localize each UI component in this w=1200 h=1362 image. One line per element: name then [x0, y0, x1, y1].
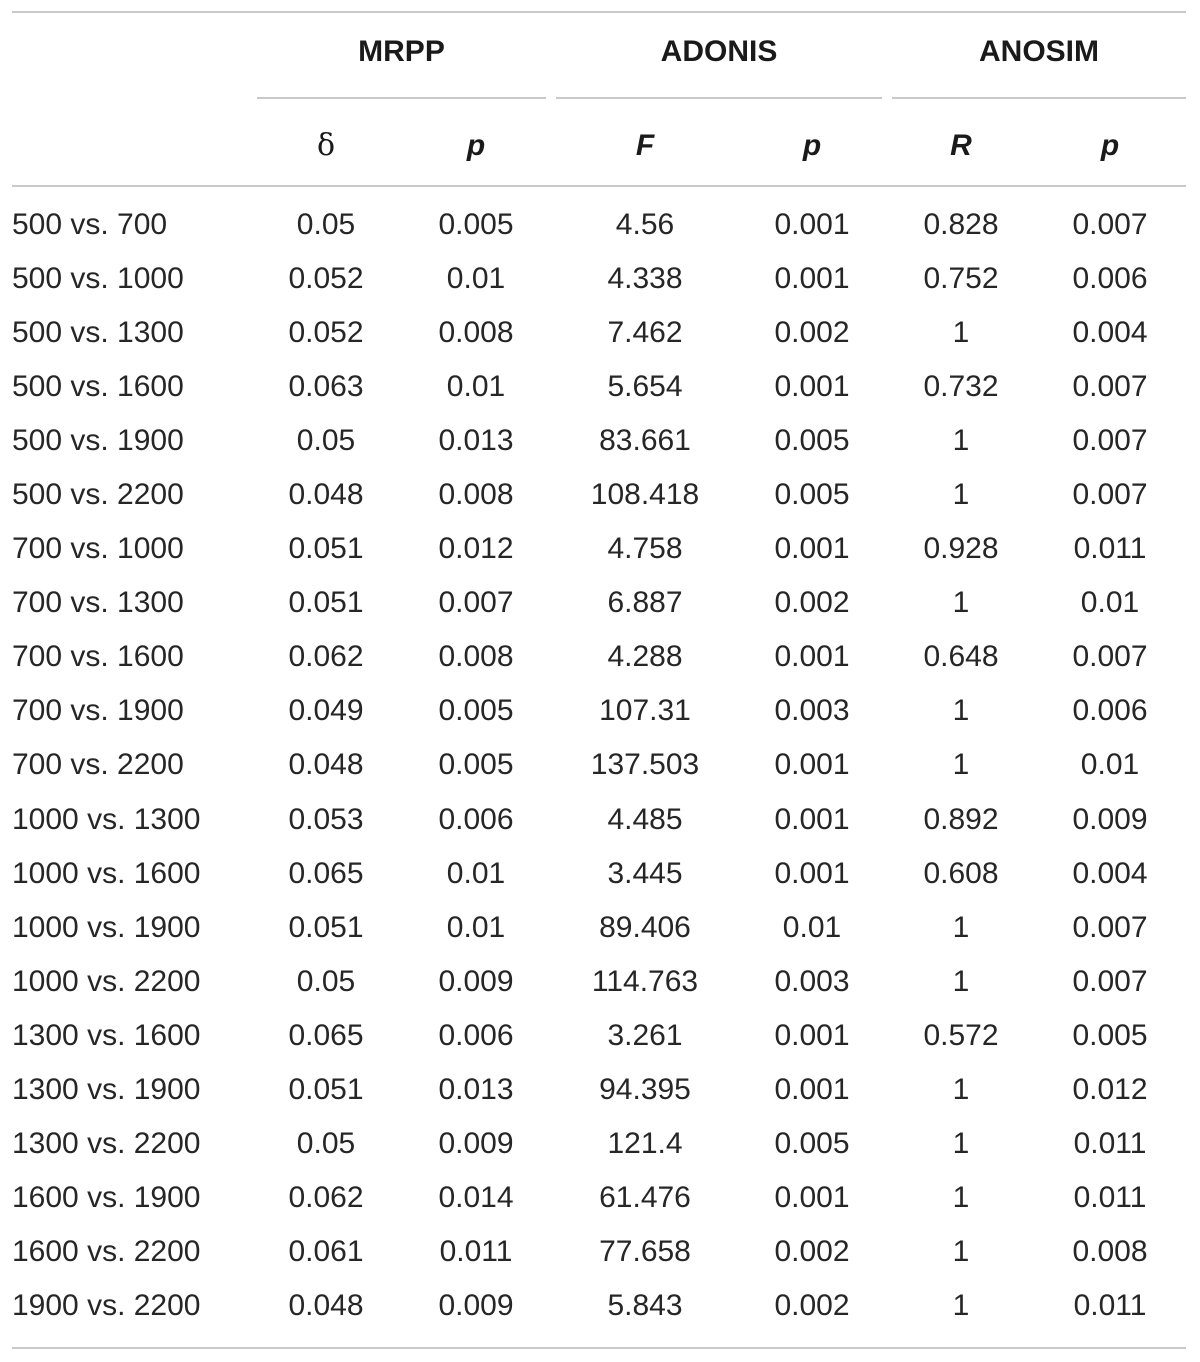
subheader-f: F	[635, 129, 655, 162]
anosim-p-cell: 0.011	[1073, 532, 1147, 566]
adonis-f-cell: 4.338	[607, 262, 683, 296]
adonis-p-cell: 0.001	[774, 1180, 850, 1214]
table-row	[0, 795, 1200, 849]
anosim-r-cell: 1	[952, 478, 970, 512]
table-row	[0, 849, 1200, 903]
adonis-f-cell: 114.763	[591, 964, 699, 998]
mrpp-delta-cell: 0.049	[288, 694, 364, 728]
adonis-f-cell: 61.476	[599, 1180, 691, 1214]
mrpp-p-cell: 0.013	[438, 424, 514, 458]
anosim-r-cell: 0.928	[923, 532, 999, 566]
anosim-r-cell: 1	[952, 694, 970, 728]
mrpp-delta-cell: 0.065	[288, 1018, 364, 1052]
group-header-mrpp: MRPP	[358, 35, 445, 68]
table-row	[0, 200, 1200, 254]
table-row	[0, 524, 1200, 578]
mrpp-p-cell: 0.014	[438, 1180, 514, 1214]
mrpp-p-cell: 0.01	[446, 262, 506, 296]
anosim-p-cell: 0.008	[1072, 1234, 1148, 1268]
comparison-cell: 500 vs. 1300	[12, 316, 184, 350]
mrpp-p-cell: 0.013	[438, 1072, 514, 1106]
mrpp-delta-cell: 0.062	[288, 640, 364, 674]
subheader-adonis-p: p	[802, 129, 822, 162]
comparison-cell: 1600 vs. 1900	[12, 1180, 201, 1214]
table-row	[0, 686, 1200, 740]
anosim-r-cell: 1	[952, 964, 970, 998]
mrpp-p-cell: 0.007	[438, 586, 514, 620]
table-row	[0, 903, 1200, 957]
adonis-f-cell: 4.288	[607, 640, 683, 674]
header-bottom-rule	[12, 185, 1186, 187]
mrpp-delta-cell: 0.048	[288, 748, 364, 782]
anosim-r-cell: 1	[952, 1180, 970, 1214]
table-row	[0, 254, 1200, 308]
mrpp-p-cell: 0.005	[438, 748, 514, 782]
mrpp-p-cell: 0.005	[438, 208, 514, 241]
adonis-f-cell: 94.395	[599, 1072, 691, 1106]
anosim-r-cell: 0.828	[923, 208, 999, 241]
table-top-rule	[12, 11, 1186, 13]
group-rule-mrpp	[257, 97, 546, 99]
anosim-r-cell: 1	[952, 910, 970, 944]
comparison-cell: 1300 vs. 1600	[12, 1018, 201, 1052]
adonis-p-cell: 0.001	[774, 370, 850, 404]
anosim-p-cell: 0.007	[1072, 208, 1148, 241]
table-row	[0, 578, 1200, 632]
comparison-cell: 1600 vs. 2200	[12, 1234, 201, 1268]
anosim-p-cell: 0.011	[1073, 1180, 1147, 1214]
adonis-f-cell: 107.31	[599, 694, 691, 728]
mrpp-p-cell: 0.009	[438, 964, 514, 998]
table-row	[0, 1119, 1200, 1173]
mrpp-delta-cell: 0.051	[288, 1072, 364, 1106]
mrpp-p-cell: 0.008	[438, 316, 514, 350]
mrpp-delta-cell: 0.063	[288, 370, 364, 404]
anosim-r-cell: 1	[952, 424, 970, 458]
mrpp-p-cell: 0.005	[438, 694, 514, 728]
table-row	[0, 1011, 1200, 1065]
comparison-cell: 1300 vs. 1900	[12, 1072, 201, 1106]
table-bottom-rule	[12, 1347, 1186, 1349]
anosim-r-cell: 1	[952, 316, 970, 350]
adonis-p-cell: 0.001	[774, 802, 850, 836]
group-rule-anosim	[892, 97, 1186, 99]
subheader-mrpp-p: p	[466, 129, 486, 162]
anosim-r-cell: 1	[952, 1234, 970, 1268]
mrpp-delta-cell: 0.051	[288, 910, 364, 944]
mrpp-p-cell: 0.011	[439, 1234, 513, 1268]
adonis-p-cell: 0.001	[774, 262, 850, 296]
anosim-r-cell: 0.608	[923, 856, 999, 890]
adonis-p-cell: 0.002	[774, 1234, 850, 1268]
table-row	[0, 470, 1200, 524]
comparison-cell: 1300 vs. 2200	[12, 1126, 201, 1160]
anosim-p-cell: 0.006	[1072, 694, 1148, 728]
mrpp-delta-cell: 0.061	[288, 1234, 364, 1268]
adonis-f-cell: 108.418	[590, 478, 700, 512]
anosim-p-cell: 0.007	[1072, 424, 1148, 458]
anosim-r-cell: 1	[952, 1072, 970, 1106]
anosim-p-cell: 0.009	[1072, 802, 1148, 836]
subheader-anosim-p: p	[1100, 129, 1120, 162]
mrpp-delta-cell: 0.052	[288, 262, 364, 296]
adonis-f-cell: 4.758	[607, 532, 683, 566]
comparison-cell: 500 vs. 1000	[12, 262, 184, 296]
comparison-cell: 700 vs. 1600	[12, 640, 184, 674]
mrpp-p-cell: 0.006	[438, 802, 514, 836]
comparison-cell: 500 vs. 700	[12, 208, 168, 241]
adonis-p-cell: 0.001	[774, 748, 850, 782]
adonis-f-cell: 137.503	[590, 748, 700, 782]
comparison-cell: 700 vs. 1300	[12, 586, 184, 620]
anosim-r-cell: 1	[952, 586, 970, 620]
anosim-p-cell: 0.01	[1080, 586, 1140, 620]
anosim-r-cell: 0.732	[923, 370, 999, 404]
anosim-r-cell: 0.572	[923, 1018, 999, 1052]
mrpp-p-cell: 0.006	[438, 1018, 514, 1052]
comparison-cell: 1000 vs. 2200	[12, 964, 201, 998]
adonis-p-cell: 0.005	[774, 424, 850, 458]
adonis-f-cell: 6.887	[607, 586, 683, 620]
mrpp-p-cell: 0.008	[438, 478, 514, 512]
adonis-f-cell: 77.658	[599, 1234, 691, 1268]
adonis-f-cell: 5.843	[607, 1288, 683, 1322]
adonis-p-cell: 0.002	[774, 316, 850, 350]
adonis-p-cell: 0.003	[774, 694, 850, 728]
anosim-p-cell: 0.007	[1072, 640, 1148, 674]
adonis-f-cell: 5.654	[607, 370, 683, 404]
adonis-f-cell: 121.4	[607, 1126, 683, 1160]
anosim-p-cell: 0.004	[1072, 856, 1148, 890]
anosim-r-cell: 0.892	[923, 802, 999, 836]
adonis-p-cell: 0.005	[774, 1126, 850, 1160]
table-row	[0, 416, 1200, 470]
adonis-p-cell: 0.005	[774, 478, 850, 512]
table-row	[0, 632, 1200, 686]
anosim-p-cell: 0.007	[1072, 964, 1148, 998]
adonis-p-cell: 0.01	[782, 910, 842, 944]
mrpp-p-cell: 0.01	[446, 910, 506, 944]
anosim-p-cell: 0.007	[1072, 478, 1148, 512]
comparison-cell: 1900 vs. 2200	[12, 1288, 201, 1322]
mrpp-delta-cell: 0.05	[296, 424, 356, 458]
mrpp-delta-cell: 0.048	[288, 478, 364, 512]
mrpp-p-cell: 0.012	[438, 532, 514, 566]
table-row	[0, 1281, 1200, 1335]
comparison-cell: 500 vs. 1900	[12, 424, 184, 458]
anosim-p-cell: 0.005	[1072, 1018, 1148, 1052]
mrpp-delta-cell: 0.052	[288, 316, 364, 350]
adonis-p-cell: 0.001	[774, 640, 850, 674]
anosim-p-cell: 0.011	[1073, 1126, 1147, 1160]
adonis-p-cell: 0.001	[774, 856, 850, 890]
comparison-cell: 700 vs. 1000	[12, 532, 184, 566]
comparison-cell: 500 vs. 2200	[12, 478, 184, 512]
comparison-cell: 500 vs. 1600	[12, 370, 184, 404]
mrpp-delta-cell: 0.05	[296, 208, 356, 241]
table-row	[0, 1065, 1200, 1119]
mrpp-delta-cell: 0.065	[288, 856, 364, 890]
anosim-p-cell: 0.004	[1072, 316, 1148, 350]
group-header-anosim: ANOSIM	[979, 35, 1099, 68]
table-row	[0, 740, 1200, 794]
subheader-delta: δ	[316, 128, 336, 163]
table-row	[0, 308, 1200, 362]
mrpp-delta-cell: 0.062	[288, 1180, 364, 1214]
anosim-r-cell: 0.752	[923, 262, 999, 296]
mrpp-delta-cell: 0.05	[296, 964, 356, 998]
adonis-p-cell: 0.001	[774, 1072, 850, 1106]
adonis-f-cell: 89.406	[599, 910, 691, 944]
anosim-p-cell: 0.011	[1073, 1288, 1147, 1322]
anosim-p-cell: 0.01	[1080, 748, 1140, 782]
anosim-r-cell: 1	[952, 1126, 970, 1160]
anosim-r-cell: 1	[952, 748, 970, 782]
table-row	[0, 1227, 1200, 1281]
mrpp-delta-cell: 0.048	[288, 1288, 364, 1322]
anosim-p-cell: 0.007	[1072, 370, 1148, 404]
mrpp-p-cell: 0.008	[438, 640, 514, 674]
mrpp-delta-cell: 0.051	[288, 586, 364, 620]
anosim-p-cell: 0.007	[1072, 910, 1148, 944]
adonis-p-cell: 0.002	[774, 586, 850, 620]
adonis-p-cell: 0.003	[774, 964, 850, 998]
adonis-p-cell: 0.001	[774, 208, 850, 241]
subheader-r: R	[950, 129, 972, 162]
adonis-f-cell: 83.661	[599, 424, 691, 458]
adonis-f-cell: 3.261	[607, 1018, 683, 1052]
mrpp-delta-cell: 0.051	[288, 532, 364, 566]
group-rule-adonis	[556, 97, 882, 99]
anosim-r-cell: 1	[952, 1288, 970, 1322]
adonis-p-cell: 0.001	[774, 532, 850, 566]
mrpp-p-cell: 0.009	[438, 1288, 514, 1322]
mrpp-p-cell: 0.01	[446, 856, 506, 890]
mrpp-p-cell: 0.01	[446, 370, 506, 404]
comparison-cell: 1000 vs. 1900	[12, 910, 201, 944]
adonis-p-cell: 0.002	[774, 1288, 850, 1322]
mrpp-delta-cell: 0.05	[296, 1126, 356, 1160]
table-row	[0, 1173, 1200, 1227]
table-row	[0, 957, 1200, 1011]
group-header-adonis: ADONIS	[660, 35, 778, 68]
comparison-cell: 1000 vs. 1600	[12, 856, 201, 890]
anosim-p-cell: 0.006	[1072, 262, 1148, 296]
table-body	[0, 200, 1200, 1335]
adonis-f-cell: 4.56	[615, 208, 675, 241]
comparison-cell: 700 vs. 2200	[12, 748, 184, 782]
comparison-cell: 1000 vs. 1300	[12, 802, 201, 836]
comparison-cell: 700 vs. 1900	[12, 694, 184, 728]
mrpp-p-cell: 0.009	[438, 1126, 514, 1160]
adonis-f-cell: 4.485	[607, 802, 683, 836]
anosim-p-cell: 0.012	[1072, 1072, 1148, 1106]
mrpp-delta-cell: 0.053	[288, 802, 364, 836]
adonis-p-cell: 0.001	[774, 1018, 850, 1052]
anosim-r-cell: 0.648	[923, 640, 999, 674]
table-row	[0, 362, 1200, 416]
adonis-f-cell: 7.462	[607, 316, 683, 350]
adonis-f-cell: 3.445	[607, 856, 683, 890]
